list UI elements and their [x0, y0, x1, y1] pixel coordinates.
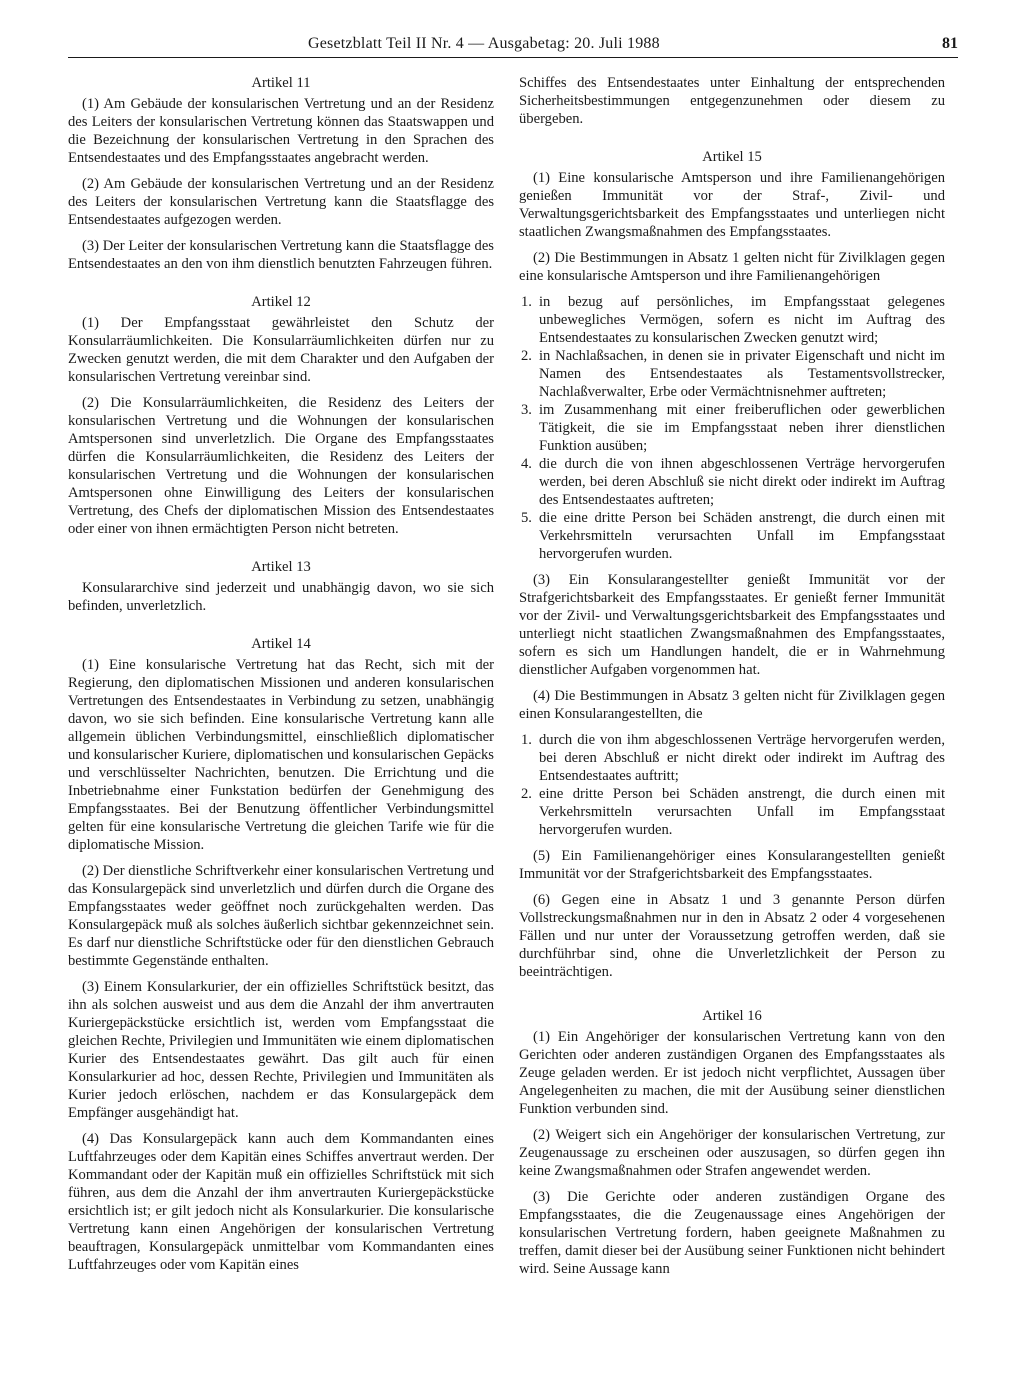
article-16-paragraph-1: (1) Ein Angehöriger der konsularischen Vertretung kann von den Gerichten oder anderen zuständigen Organen des Empfangsstaates als Zeuge geladen werden. Er ist jedoch nicht verpflichtet, Aussagen über Angelegenheiten zu machen, die mit der Ausübung seiner dienstlichen Funktion verbunden sind. — [519, 1029, 945, 1117]
article-12-paragraph-2: (2) Die Konsularräumlichkeiten, die Residenz des Leiters der konsularischen Vertretung und die Wohnungen der konsularischen Amtspersonen sind unverletzlich. Die Organe des Empfangsstaates dürfen die Konsularräumlichkeiten, die Residenz des Leiters der konsularischen Vertretung und die Wohnungen der konsularischen Amtspersonen ohne Einwilligung des Leiters der konsularischen Vertretung, des Chefs der diplomatischen Mission des Entsendestaates oder einer von ihnen ermächtigten Person nicht betreten. — [68, 395, 494, 537]
left-column — [68, 74, 494, 1282]
right-column — [519, 74, 945, 1286]
article-15-paragraph-4: (4) Die Bestimmungen in Absatz 3 gelten nicht für Zivilklagen gegen einen Konsularangestellten, die — [519, 688, 945, 722]
article-16-paragraph-3: (3) Die Gerichte oder anderen zuständigen Organe des Empfangsstaates, die die Zeugenaussage eines Angehörigen der konsularischen Vertretung fordern, haben geeignete Maßnahmen zu treffen, damit dieser bei der Ausübung seiner Funktionen nicht behindert wird. Seine Aussage kann — [519, 1189, 945, 1277]
article-12-title: Artikel 12 — [251, 294, 311, 310]
article-15-paragraph-5: (5) Ein Familienangehöriger eines Konsularangestellten genießt Immunität vor der Strafgerichtsbarkeit des Empfangsstaates. — [519, 848, 945, 882]
continuation-paragraph: Schiffes des Entsendestaates unter Einhaltung der entsprechenden Sicherheitsbestimmungen entgegenzunehmen oder diesem zu übergeben. — [519, 75, 945, 127]
article-11-paragraph-1: (1) Am Gebäude der konsularischen Vertretung und an der Residenz des Leiters der konsularischen Vertretung können das Staatswappen und die Bezeichnung der konsularischen Vertretung in den Sprachen des Entsendestaates und des Empfangsstaates angebracht werden. — [68, 96, 494, 166]
article-14-paragraph-4: (4) Das Konsulargepäck kann auch dem Kommandanten eines Luftfahrzeuges oder dem Kapitän eines Schiffes anvertraut werden. Der Kommandant oder der Kapitän muß ein offizielles Schriftstück mit sich führen, aus dem die Anzahl der ihm anvertrauten Kuriergepäckstücke ersichtlich ist; er gilt jedoch nicht als Konsularkurier. Die konsularische Vertretung kann einen Angehörigen der konsularischen Vertretung beauftragen, Konsulargepäck unmittelbar vom Kommandanten eines Luftfahrzeuges oder vom Kapitän eines — [68, 1131, 494, 1273]
list-item: 5. die eine dritte Person bei Schäden anstrengt, die durch einen mit Verkehrsmitteln verursachten Unfall im Empfangsstaat hervorgerufen wurden. — [521, 510, 945, 562]
article-15-list-1 — [519, 293, 945, 563]
list-item: 2. eine dritte Person bei Schäden anstrengt, die durch einen mit Verkehrsmitteln verursachten Unfall im Empfangsstaat hervorgerufen wurden. — [521, 786, 945, 838]
article-15-list-2 — [519, 731, 945, 839]
list-item: 3. im Zusammenhang mit einer freiberuflichen oder gewerblichen Tätigkeit, die sie im Empfangsstaat neben ihrer dienstlichen Funktion ausüben; — [521, 402, 945, 454]
article-15-paragraph-3: (3) Ein Konsularangestellter genießt Immunität vor der Strafgerichtsbarkeit des Empfangsstaates. Er genießt ferner Immunität vor der Zivil- und Verwaltungsgerichtsbarkeit des Empfangsstaates und unterliegt nicht staatlichen Zwangsmaßnahmen des Empfangsstaates, sofern es sich um Handlungen handelt, die er in Wahrnehmung dienstlicher Aufgaben vorgenommen hat. — [519, 572, 945, 678]
page-number: 81 — [942, 35, 958, 52]
article-13-title: Artikel 13 — [251, 559, 311, 575]
article-15-paragraph-1: (1) Eine konsularische Amtsperson und ihre Familienangehörigen genießen Immunität vor der Straf-, Zivil- und Verwaltungsgerichtsbarkeit des Empfangsstaates und unterliegen nicht staatlichen Zwangsmaßnahmen des Empfangsstaates. — [519, 170, 945, 240]
article-11-paragraph-3: (3) Der Leiter der konsularischen Vertretung kann die Staatsflagge des Entsendestaates an den von ihm dienstlich benutzten Fahrzeugen führen. — [68, 238, 494, 272]
article-16-title: Artikel 16 — [702, 1008, 762, 1024]
page-header — [68, 33, 958, 58]
header-title: Gesetzblatt Teil II Nr. 4 — Ausgabetag: 20. Juli 1988 — [308, 35, 660, 52]
article-14-paragraph-1: (1) Eine konsularische Vertretung hat das Recht, sich mit der Regierung, den diplomatischen Missionen und anderen konsularischen Vertretungen des Entsendestaates in Verbindung zu setzen, unabhängig davon, wo sie sich befinden. Eine konsularische Vertretung kann alle allgemein üblichen Verbindungsmittel, einschließlich diplomatischer und konsularischer Kuriere, diplomatischen und konsularischen Gepäcks und verschlüsselter Nachrichten, benutzen. Die Errichtung und die Inbetriebnahme einer Funkstation bedürfen der Genehmigung des Empfangsstaates. Bei der Benutzung öffentlicher Verbindungsmittel gelten für eine konsularische Vertretung die gleichen Tarife wie für die diplomatische Mission. — [68, 657, 494, 853]
article-11-title: Artikel 11 — [251, 75, 311, 91]
article-13-paragraph-1: Konsulararchive sind jederzeit und unabhängig davon, wo sie sich befinden, unverletzlich. — [68, 580, 494, 614]
article-12-paragraph-1: (1) Der Empfangsstaat gewährleistet den Schutz der Konsularräumlichkeiten. Die Konsularräumlichkeiten dürfen nur zu Zwecken genutzt werden, die mit dem Charakter und den Aufgaben der konsularischen Vertretung vereinbar sind. — [68, 315, 494, 385]
article-15-paragraph-2: (2) Die Bestimmungen in Absatz 1 gelten nicht für Zivilklagen gegen eine konsularische Amtsperson und ihre Familienangehörigen — [519, 250, 945, 284]
article-16-paragraph-2: (2) Weigert sich ein Angehöriger der konsularischen Vertretung, zur Zeugenaussage zu erscheinen oder auszusagen, so dürfen gegen ihn keine Zwangsmaßnahmen oder Strafen angewendet werden. — [519, 1127, 945, 1179]
article-14-paragraph-3: (3) Einem Konsularkurier, der ein offizielles Schriftstück besitzt, das ihn als solchen ausweist und aus dem die Anzahl der ihm anvertrauten Kuriergepäckstücke ersichtlich ist, werden vom Empfangsstaat die gleichen Rechte, Privilegien und Immunitäten wie einem diplomatischen Kurier des Entsendestaates gewährt. Das gilt auch für einen Konsularkurier ad hoc, dessen Rechte, Privilegien und Immunitäten als Kurier jedoch erlöschen, nachdem er das Konsulargepäck dem Empfänger ausgehändigt hat. — [68, 979, 494, 1121]
article-11-paragraph-2: (2) Am Gebäude der konsularischen Vertretung und an der Residenz des Leiters der konsularischen Vertretung kann die Staatsflagge des Entsendestaates aufgezogen werden. — [68, 176, 494, 228]
list-item: 1. durch die von ihm abgeschlossenen Verträge hervorgerufen werden, bei deren Abschluß er nicht direkt oder indirekt im Auftrag des Entsendestaates auftritt; — [521, 732, 945, 784]
list-item: 4. die durch die von ihnen abgeschlossenen Verträge hervorgerufen werden, bei deren Abschluß sie nicht direkt oder indirekt im Auftrag des Entsendestaates auftreten; — [521, 456, 945, 508]
article-14-paragraph-2: (2) Der dienstliche Schriftverkehr einer konsularischen Vertretung und das Konsulargepäck sind unverletzlich und dürfen durch die Organe des Empfangsstaates weder geöffnet noch zurückgehalten werden. Das Konsulargepäck muß als solches äußerlich sichtbar gekennzeichnet sein. Es darf nur dienstliche Schriftstücke oder für den dienstlichen Gebrauch bestimmte Gegenstände enthalten. — [68, 863, 494, 969]
list-item: 2. in Nachlaßsachen, in denen sie in privater Eigenschaft und nicht im Namen des Entsendestaates als Testamentsvollstrecker, Nachlaßverwalter, Erbe oder Vermächtnisnehmer auftreten; — [521, 348, 945, 400]
article-15-paragraph-6: (6) Gegen eine in Absatz 1 und 3 genannte Person dürfen Vollstreckungsmaßnahmen nur in den in Absatz 2 oder 4 vorgesehenen Fällen und nur unter der Voraussetzung getroffen werden, daß sie durchführbar sind, ohne die Unverletzlichkeit der Person zu beeinträchtigen. — [519, 892, 945, 980]
article-14-title: Artikel 14 — [251, 636, 311, 652]
article-15-title: Artikel 15 — [702, 149, 762, 165]
list-item: 1. in bezug auf persönliches, im Empfangsstaat gelegenes unbewegliches Vermögen, sofern es nicht im Auftrag des Entsendestaates zu konsularischen Zwecken genutzt wird; — [521, 294, 945, 346]
